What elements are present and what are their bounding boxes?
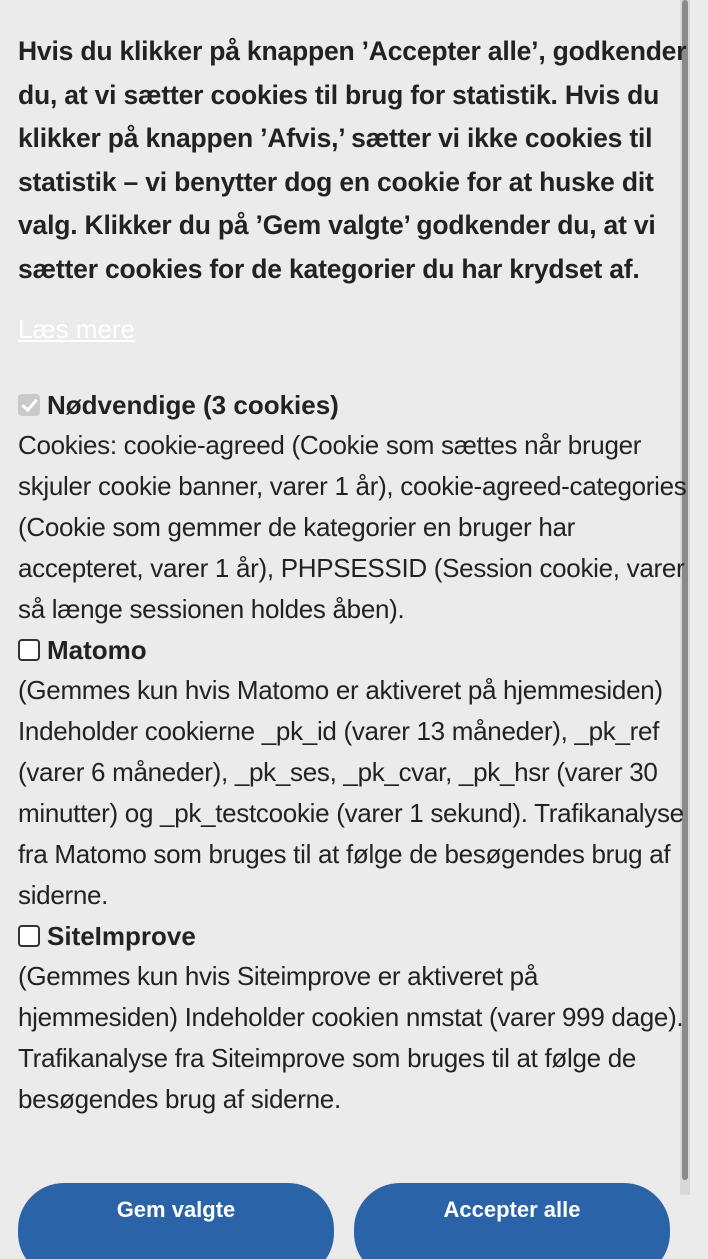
read-more-link[interactable]: Læs mere [18,314,136,344]
category-header [18,916,690,956]
save-selected-button[interactable]: Gem valgte [18,1183,334,1259]
category-siteimprove [18,916,690,1120]
consent-content [18,30,690,1120]
category-description: (Gemmes kun hvis Matomo er aktiveret på hjemmesiden) Indeholder cookierne _pk_id (varer 13 måneder), _pk_ref (varer 6 måneder), _pk_ses, _pk_cvar, _pk_hsr (varer 30 minutter) og _pk_testcookie (varer 1 sekund). Trafikanalyse fra Matomo som bruges til at følge de besøgendes brug af siderne. [18,675,684,910]
button-row [18,1183,670,1259]
matomo-checkbox[interactable] [18,639,40,661]
category-necessary [18,385,690,630]
category-description: (Gemmes kun hvis Siteimprove er aktiveret på hjemmesiden) Indeholder cookien nmstat (varer 999 dage). Trafikanalyse fra Siteimprove som bruges til at følge de besøgendes brug af siderne. [18,961,684,1114]
category-title[interactable]: SiteImprove [47,921,196,951]
siteimprove-checkbox[interactable] [18,925,40,947]
category-header [18,385,690,425]
category-matomo [18,630,690,916]
category-title[interactable]: Matomo [47,635,147,665]
necessary-checkbox [18,394,40,416]
accept-all-button[interactable]: Accepter alle [354,1183,670,1259]
category-title: Nødvendige (3 cookies) [47,390,339,420]
consent-intro-text: Hvis du klikker på knappen ’Accepter alle’, godkender du, at vi sætter cookies til brug for statistik. Hvis du klikker på knappen ’Afvis,’ sætter vi ikke cookies til statistik – vi benytter dog en cookie for at huske dit valg. Klikker du på ’Gem valgte’ godkender du, at vi sætter cookies for de kategorier du har krydset af. [18,36,687,284]
category-description: Cookies: cookie-agreed (Cookie som sættes når bruger skjuler cookie banner, varer 1 år), cookie-agreed-categories (Cookie som gemmer de kategorier en bruger har accepteret, varer 1 år), PHPSESSID (Session cookie, varer så længe sessionen holdes åben). [18,430,687,624]
category-header [18,630,690,670]
